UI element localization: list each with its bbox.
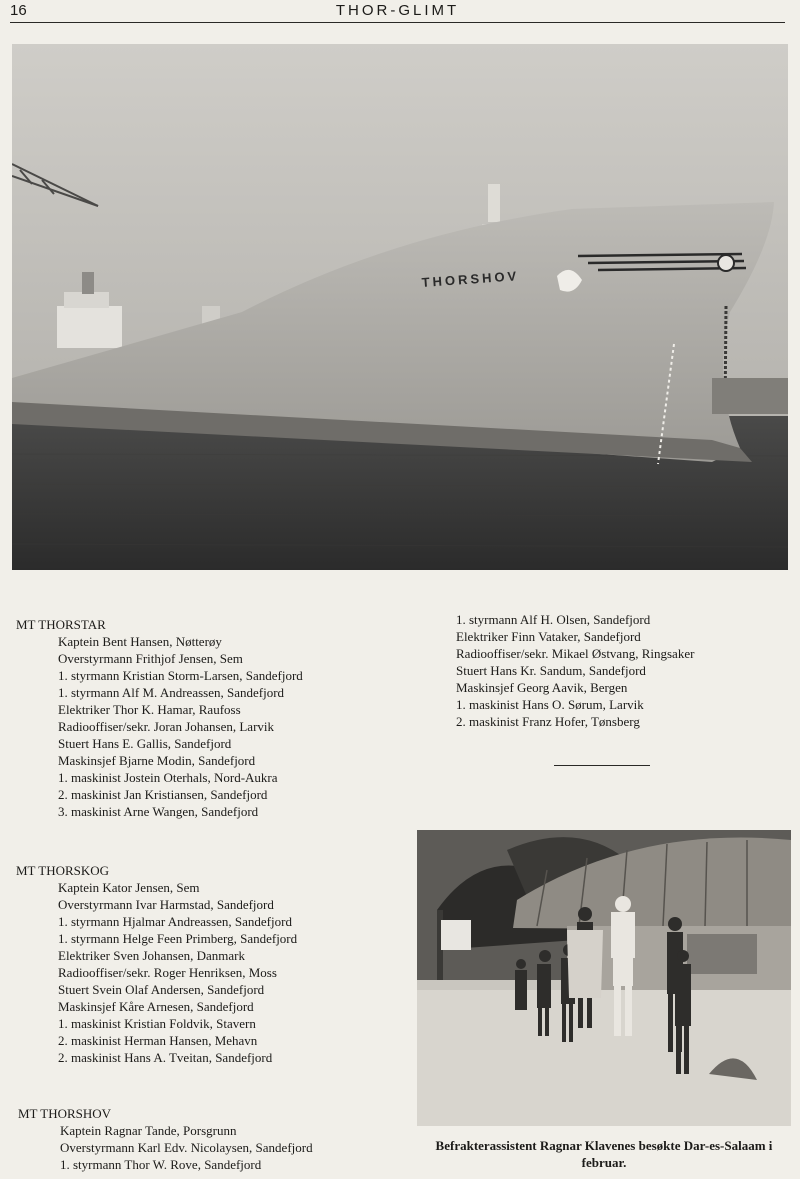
crew-member: Kaptein Bent Hansen, Nøtterøy <box>58 634 222 649</box>
crew-member: Overstyrmann Karl Edv. Nicolaysen, Sandefjord <box>60 1140 313 1155</box>
crew-member: Radiooffiser/sekr. Roger Henriksen, Moss <box>58 965 277 980</box>
section-divider <box>554 765 650 766</box>
crew-list-thorstar <box>16 616 303 820</box>
crew-member: Stuert Svein Olaf Andersen, Sandefjord <box>58 982 265 997</box>
crew-member: 1. styrmann Hjalmar Andreassen, Sandefjord <box>58 914 292 929</box>
crew-member: 1. styrmann Alf H. Olsen, Sandefjord <box>456 612 651 627</box>
crew-member: 1. styrmann Thor W. Rove, Sandefjord <box>60 1157 262 1172</box>
crew-member: 2. maskinist Franz Hofer, Tønsberg <box>456 714 640 729</box>
crew-member: 2. maskinist Jan Kristiansen, Sandefjord <box>58 787 268 802</box>
crew-member: 1. styrmann Kristian Storm-Larsen, Sandefjord <box>58 668 303 683</box>
crew-member: 1. styrmann Alf M. Andreassen, Sandefjord <box>58 685 285 700</box>
crew-member: Elektriker Thor K. Hamar, Raufoss <box>58 702 241 717</box>
crew-member: Maskinsjef Kåre Arnesen, Sandefjord <box>58 999 254 1014</box>
ship-name: MT THORSHOV <box>18 1106 112 1121</box>
crew-member: 1. maskinist Jostein Oterhals, Nord-Aukra <box>58 770 278 785</box>
crew-list-continued <box>456 611 694 730</box>
crew-list-thorskog <box>16 862 297 1066</box>
page-header <box>10 0 785 23</box>
crew-member: 2. maskinist Hans A. Tveitan, Sandefjord <box>58 1050 273 1065</box>
crew-member: Stuert Hans E. Gallis, Sandefjord <box>58 736 232 751</box>
crew-member: 3. maskinist Arne Wangen, Sandefjord <box>58 804 259 819</box>
crew-member: Kaptein Ragnar Tande, Porsgrunn <box>60 1123 237 1138</box>
crew-member: Overstyrmann Frithjof Jensen, Sem <box>58 651 243 666</box>
magazine-title: THOR-GLIMT <box>335 2 460 19</box>
crew-member: 1. maskinist Hans O. Sørum, Larvik <box>456 697 644 712</box>
ship-name: MT THORSTAR <box>16 617 106 632</box>
tanker-ship-photo <box>12 44 788 570</box>
crew-member: Maskinsjef Georg Aavik, Bergen <box>456 680 628 695</box>
crew-member: Stuert Hans Kr. Sandum, Sandefjord <box>456 663 646 678</box>
crew-member: 1. maskinist Kristian Foldvik, Stavern <box>58 1016 256 1031</box>
hull-name-text: THORSHOV <box>421 268 520 290</box>
crew-member: Elektriker Finn Vataker, Sandefjord <box>456 629 641 644</box>
photo-caption: Befrakterassistent Ragnar Klavenes besøkte Dar-es-Salaam i februar. <box>435 1138 773 1170</box>
crew-member: 2. maskinist Herman Hansen, Mehavn <box>58 1033 258 1048</box>
crew-member: Kaptein Kator Jensen, Sem <box>58 880 200 895</box>
crew-member: Overstyrmann Ivar Harmstad, Sandefjord <box>58 897 274 912</box>
crew-member: Maskinsjef Bjarne Modin, Sandefjord <box>58 753 256 768</box>
village-group-photo <box>417 830 791 1126</box>
crew-member: 1. styrmann Helge Feen Primberg, Sandefjord <box>58 931 298 946</box>
page-number: 16 <box>10 2 27 19</box>
crew-list-thorshov <box>18 1105 313 1173</box>
crew-member: Radiooffiser/sekr. Joran Johansen, Larvik <box>58 719 275 734</box>
crew-member: Radiooffiser/sekr. Mikael Østvang, Ringsaker <box>456 646 695 661</box>
ship-name: MT THORSKOG <box>16 863 110 878</box>
crew-member: Elektriker Sven Johansen, Danmark <box>58 948 246 963</box>
